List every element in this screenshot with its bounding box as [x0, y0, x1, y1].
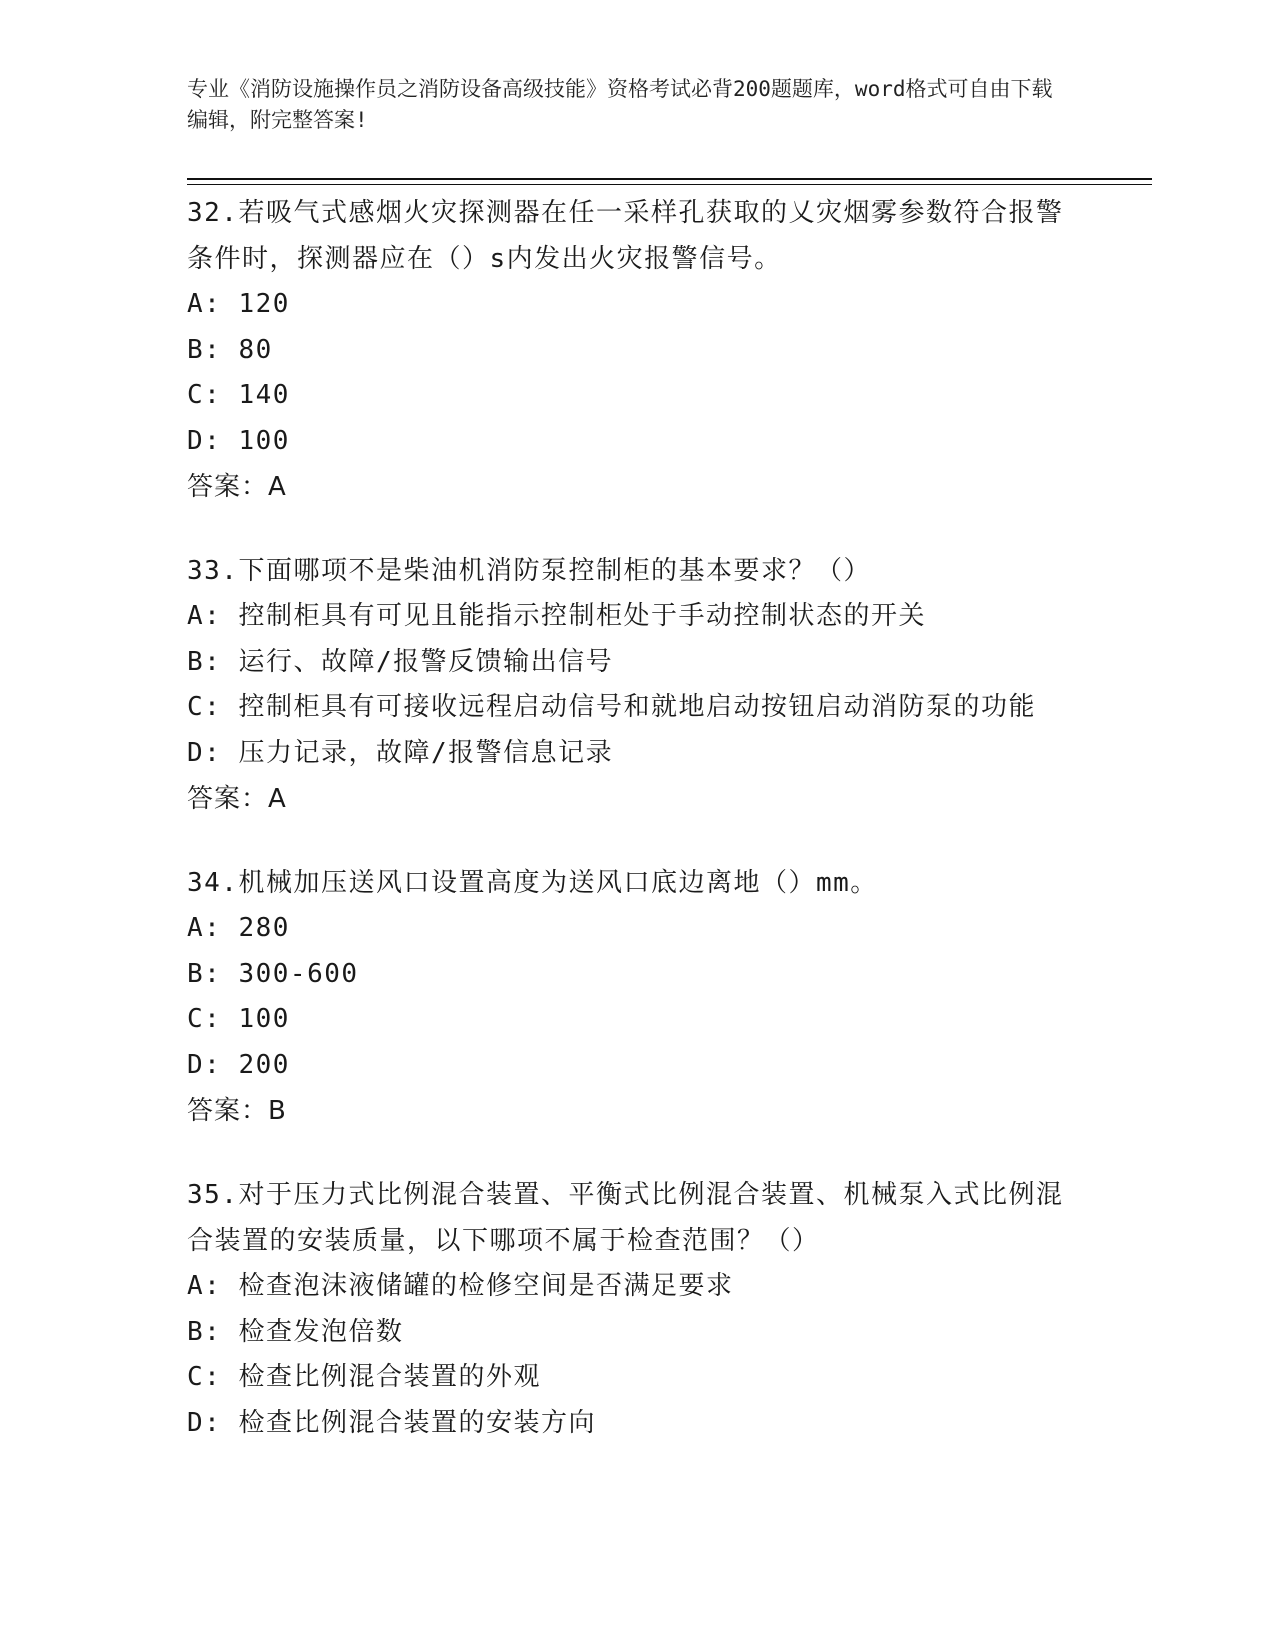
- question-list: [187, 190, 1087, 1484]
- option-b: B: 检查发泡倍数: [187, 1316, 404, 1347]
- option-c: C: 140: [187, 380, 290, 410]
- answer-line: 答案：A: [187, 472, 287, 502]
- option-b: B: 300-600: [187, 958, 359, 989]
- option-a: A: 120: [187, 289, 290, 319]
- question-stem: 32.若吸气式感烟火灾探测器在任一采样孔获取的乂灾烟雾参数符合报警条件时，探测器应在（）s内发出火灾报警信号。: [187, 198, 1064, 274]
- question-stem: 34.机械加压送风口设置高度为送风口底边离地（）mm。: [187, 868, 878, 898]
- question-stem: 35.对于压力式比例混合装置、平衡式比例混合装置、机械泵入式比例混合装置的安装质量，以下哪项不属于检查范围？（）: [187, 1180, 1064, 1256]
- option-d: D: 压力记录，故障/报警信息记录: [187, 737, 614, 768]
- answer-line: 答案：A: [187, 784, 287, 814]
- option-c: C: 控制柜具有可接收远程启动信号和就地启动按钮启动消防泵的功能: [187, 692, 1036, 722]
- option-d: D: 200: [187, 1049, 290, 1080]
- header-divider-thick: [187, 178, 1152, 180]
- question-stem: 33.下面哪项不是柴油机消防泵控制柜的基本要求？（）: [187, 556, 871, 586]
- question-34: [187, 860, 1087, 1134]
- option-c: C: 100: [187, 1004, 290, 1034]
- option-d: D: 检查比例混合装置的安装方向: [187, 1407, 596, 1438]
- answer-line: 答案：B: [187, 1096, 287, 1126]
- question-32: [187, 190, 1087, 510]
- header-divider-thin: [187, 184, 1152, 185]
- option-b: B: 运行、故障/报警反馈输出信号: [187, 646, 614, 677]
- option-a: A: 280: [187, 913, 290, 943]
- document-header: 专业《消防设施操作员之消防设备高级技能》资格考试必背200题题库，word格式可自由下载编辑，附完整答案!: [187, 77, 1053, 132]
- question-33: [187, 548, 1087, 822]
- option-a: A: 控制柜具有可见且能指示控制柜处于手动控制状态的开关: [187, 601, 926, 631]
- option-a: A: 检查泡沫液储罐的检修空间是否满足要求: [187, 1271, 734, 1301]
- option-b: B: 80: [187, 334, 273, 365]
- option-d: D: 100: [187, 425, 290, 456]
- option-c: C: 检查比例混合装置的外观: [187, 1362, 541, 1392]
- question-35: [187, 1172, 1087, 1446]
